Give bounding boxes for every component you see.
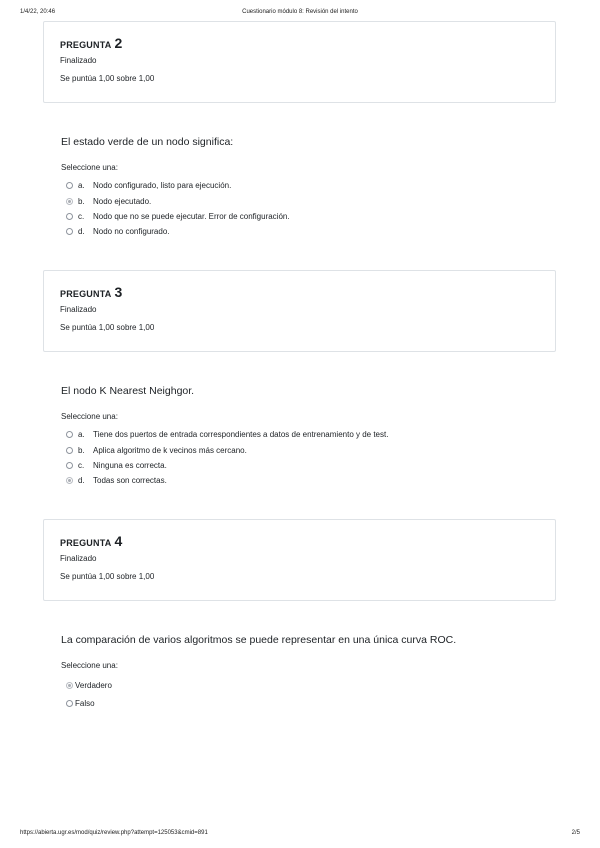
answer-text: Nodo configurado, listo para ejecución. [93,181,232,191]
radio-button[interactable] [66,182,73,189]
print-page-number: 2/5 [571,830,580,836]
question-label: PREGUNTA [60,289,112,299]
answer-text: Todas son correctas. [93,476,167,486]
answer-letter: b. [78,196,85,206]
question-label: PREGUNTA [60,538,112,548]
answer-letter: c. [78,460,85,470]
question-content [61,136,541,237]
question-info-box [43,270,556,352]
question-content [61,385,541,486]
question-number: 2 [114,35,123,51]
answer-letter: a. [78,430,85,440]
answer-list [66,178,290,240]
answer-text: Nodo ejecutado. [93,196,152,206]
radio-button-selected[interactable] [66,198,73,205]
answer-option-false[interactable] [66,695,112,714]
answer-letter: a. [78,181,85,191]
question-heading [60,284,122,300]
answer-option-true[interactable] [66,676,112,695]
radio-button[interactable] [66,447,73,454]
question-state: Finalizado [60,305,97,314]
answer-option[interactable] [66,473,388,488]
question-text: La comparación de varios algoritmos se puede representar en una única curva ROC. [61,634,457,646]
answer-option[interactable] [66,442,388,457]
answer-option[interactable] [66,224,290,239]
answer-option[interactable] [66,427,388,442]
print-header [20,9,580,19]
question-label: PREGUNTA [60,40,112,50]
question-heading [60,533,122,549]
question-number: 3 [114,284,123,300]
answer-letter: d. [78,476,85,486]
answer-text: Aplica algoritmo de k vecinos más cercano. [93,445,247,455]
question-grade: Se puntúa 1,00 sobre 1,00 [60,74,155,83]
answer-letter: d. [78,227,85,237]
question-info-box [43,519,556,601]
print-url: https://abierta.ugr.es/mod/quiz/review.php?attempt=125053&cmid=891 [20,830,208,836]
answer-option[interactable] [66,209,290,224]
question-state: Finalizado [60,554,97,563]
question-text: El estado verde de un nodo significa: [61,136,234,148]
question-state: Finalizado [60,56,97,65]
answer-text: Nodo no configurado. [93,227,170,237]
question-content [61,634,541,709]
radio-button[interactable] [66,431,73,438]
question-number: 4 [114,533,123,549]
answer-option[interactable] [66,193,290,208]
radio-button[interactable] [66,213,73,220]
question-text: El nodo K Nearest Neighgor. [61,385,195,397]
radio-button[interactable] [66,462,73,469]
answer-prompt: Seleccione una: [61,163,118,172]
print-title: Cuestionario módulo 8: Revisión del intento [242,9,358,15]
answer-letter: c. [78,211,85,221]
answer-list [66,676,112,713]
radio-button[interactable] [66,228,73,235]
answer-text: Nodo que no se puede ejecutar. Error de configuración. [93,211,290,221]
question-grade: Se puntúa 1,00 sobre 1,00 [60,572,155,581]
question-heading [60,35,122,51]
answer-text: Tiene dos puertos de entrada correspondientes a datos de entrenamiento y de test. [93,430,389,440]
print-footer [20,830,580,840]
radio-button-selected[interactable] [66,682,73,689]
answer-option[interactable] [66,178,290,193]
radio-button-selected[interactable] [66,477,73,484]
answer-text: Ninguna es correcta. [93,460,167,470]
print-datetime: 1/4/22, 20:46 [20,9,56,15]
question-info-box [43,21,556,103]
answer-option[interactable] [66,458,388,473]
answer-list [66,427,388,489]
answer-prompt: Seleccione una: [61,412,118,421]
answer-text: Falso [75,699,95,709]
answer-letter: b. [78,445,85,455]
answer-text: Verdadero [75,680,112,690]
question-grade: Se puntúa 1,00 sobre 1,00 [60,323,155,332]
answer-prompt: Seleccione una: [61,661,118,670]
radio-button[interactable] [66,700,73,707]
